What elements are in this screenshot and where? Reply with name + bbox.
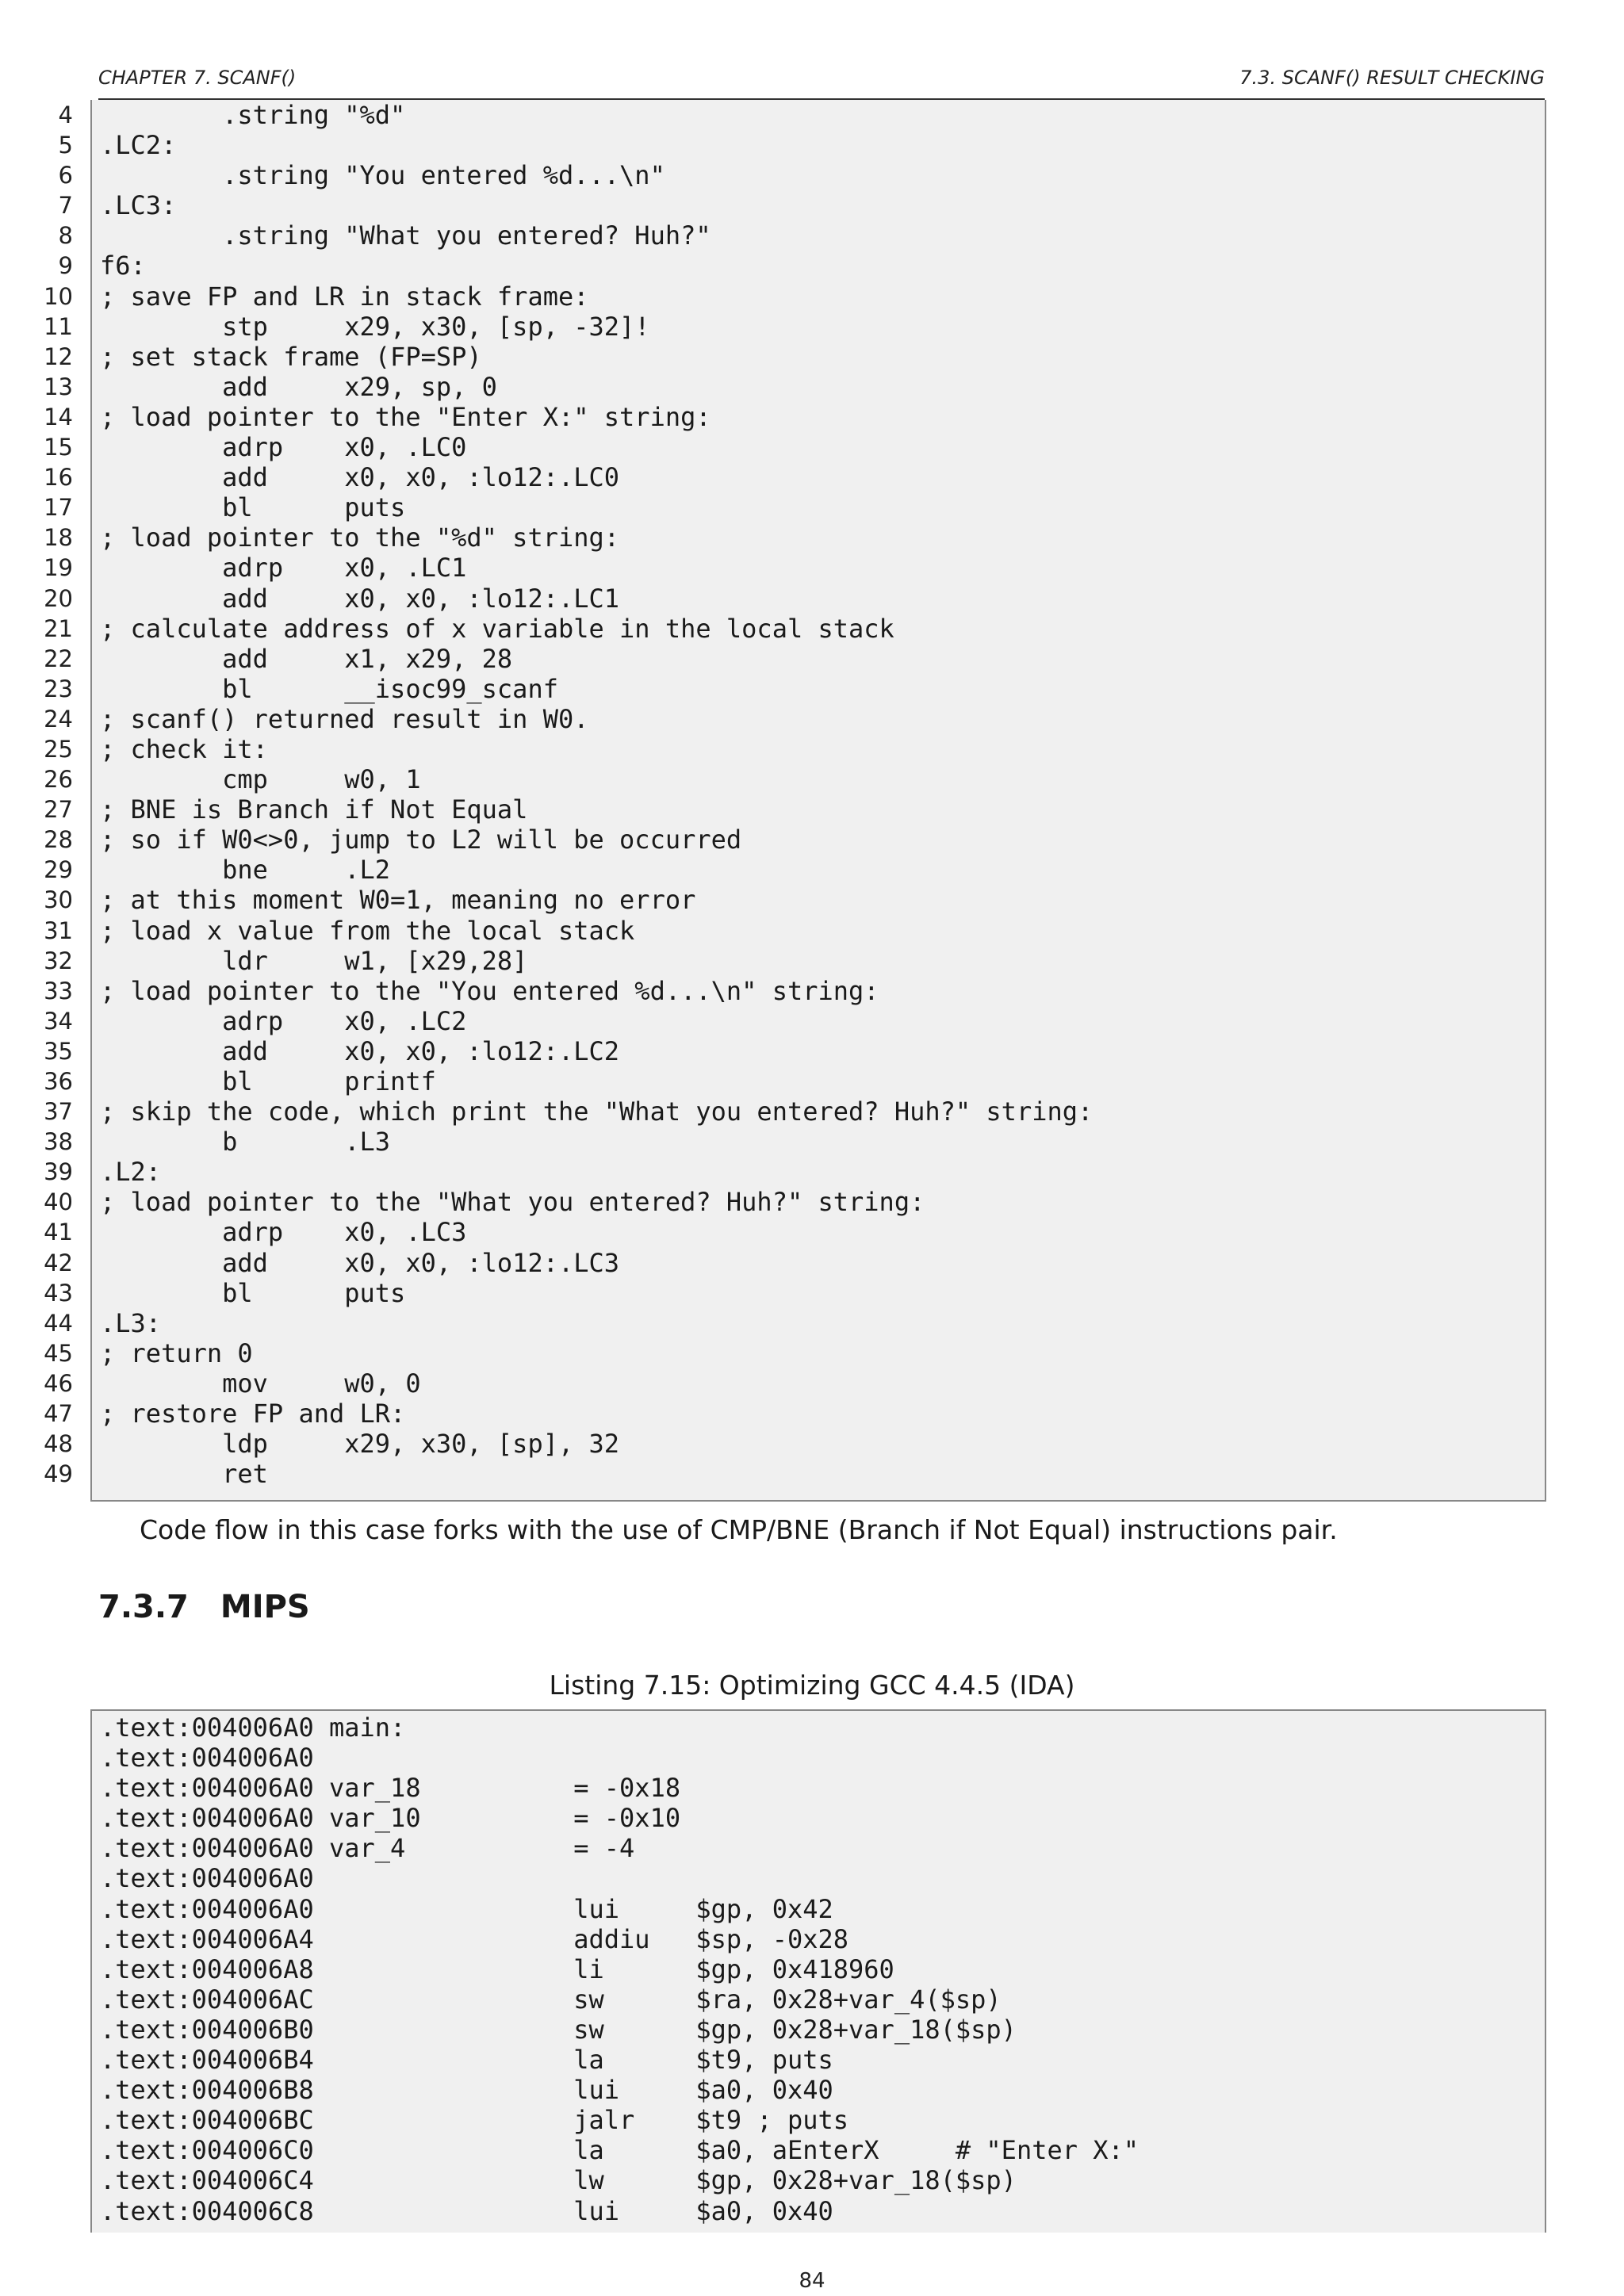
line-number: 18 — [44, 524, 73, 552]
code-line: f6: — [100, 251, 146, 281]
code-line: bne .L2 — [100, 855, 391, 886]
code-line: .text:004006A0 — [100, 1863, 314, 1894]
line-number: 24 — [44, 705, 73, 733]
code-line: ; load pointer to the "You entered %d...\n" string: — [100, 975, 879, 1006]
code-line: adrp x0, .LC2 — [100, 1005, 467, 1036]
line-number: 40 — [44, 1188, 73, 1216]
line-number: 39 — [44, 1158, 73, 1186]
line-number: 16 — [44, 464, 73, 492]
line-number: 26 — [44, 766, 73, 794]
line-number: 32 — [44, 947, 73, 974]
line-number: 23 — [44, 675, 73, 702]
header-chapter: CHAPTER 7. SCANF() — [98, 67, 297, 89]
code-line: .text:004006B4 la $t9, puts — [100, 2045, 833, 2076]
line-number: 48 — [44, 1430, 73, 1458]
code-line: cmp w0, 1 — [100, 764, 421, 795]
code-line: .string "What you entered? Huh?" — [100, 220, 711, 251]
line-number: 19 — [44, 554, 73, 582]
code-line: .text:004006AC sw $ra, 0x28+var_4($sp) — [100, 1984, 1002, 2015]
line-number: 7 — [58, 192, 73, 220]
code-line: add x0, x0, :lo12:.LC3 — [100, 1247, 620, 1278]
section-number: 7.3.7 — [98, 1589, 189, 1625]
code-line: ldr w1, [x29,28] — [100, 945, 528, 976]
code-line: add x0, x0, :lo12:.LC1 — [100, 583, 620, 614]
line-number: 21 — [44, 614, 73, 642]
line-number: 5 — [58, 132, 73, 159]
code-line: adrp x0, .LC0 — [100, 432, 467, 463]
line-number: 12 — [44, 342, 73, 370]
line-number: 20 — [44, 584, 73, 612]
line-number: 36 — [44, 1068, 73, 1095]
line-number: 9 — [58, 252, 73, 280]
listing1-line-numbers — [24, 100, 73, 1489]
code-line: add x0, x0, :lo12:.LC2 — [100, 1035, 620, 1066]
code-line: bl puts — [100, 492, 406, 523]
code-line: stp x29, x30, [sp, -32]! — [100, 311, 650, 342]
code-line: .string "%d" — [100, 100, 406, 130]
code-line: .text:004006A4 addiu $sp, -0x28 — [100, 1923, 849, 1954]
code-line: add x0, x0, :lo12:.LC0 — [100, 462, 620, 493]
code-line: .text:004006C0 la $a0, aEnterX # "Enter X:" — [100, 2135, 1139, 2166]
line-number: 15 — [44, 434, 73, 461]
code-listing-mips — [90, 1709, 1546, 2233]
code-line: ; load pointer to the "Enter X:" string: — [100, 401, 711, 432]
code-line: bl puts — [100, 1277, 406, 1308]
code-line: .text:004006C4 lw $gp, 0x28+var_18($sp) — [100, 2165, 1017, 2196]
line-number: 28 — [44, 826, 73, 854]
code-line: .text:004006B8 lui $a0, 0x40 — [100, 2075, 833, 2106]
line-number: 31 — [44, 916, 73, 944]
code-line: mov w0, 0 — [100, 1368, 421, 1399]
line-number: 43 — [44, 1279, 73, 1307]
code-line: ; restore FP and LR: — [100, 1399, 406, 1429]
line-number: 30 — [44, 886, 73, 914]
header-section: 7.3. SCANF() RESULT CHECKING — [1239, 67, 1545, 89]
line-number: 13 — [44, 373, 73, 400]
code-line: .string "You entered %d...\n" — [100, 160, 665, 191]
code-line: ; BNE is Branch if Not Equal — [100, 794, 528, 825]
line-number: 8 — [58, 222, 73, 250]
code-line: ; at this moment W0=1, meaning no error — [100, 885, 696, 916]
code-line: ; load pointer to the "%d" string: — [100, 522, 620, 553]
code-line: .text:004006A0 lui $gp, 0x42 — [100, 1893, 833, 1924]
code-line: .text:004006A0 — [100, 1743, 314, 1774]
code-line: ; set stack frame (FP=SP) — [100, 341, 482, 372]
code-line: b .L3 — [100, 1127, 391, 1158]
line-number: 41 — [44, 1219, 73, 1246]
code-line: ; calculate address of x variable in the local stack — [100, 613, 894, 644]
code-line: ; check it: — [100, 733, 268, 764]
code-line: adrp x0, .LC3 — [100, 1217, 467, 1248]
code-line: .LC3: — [100, 190, 177, 221]
line-number: 34 — [44, 1007, 73, 1035]
code-line: add x29, sp, 0 — [100, 371, 497, 402]
line-number: 4 — [58, 101, 73, 128]
line-number: 37 — [44, 1098, 73, 1126]
code-line: ldp x29, x30, [sp], 32 — [100, 1429, 620, 1460]
line-number: 27 — [44, 796, 73, 824]
code-line: adrp x0, .LC1 — [100, 553, 467, 584]
page-number: 84 — [799, 2269, 825, 2293]
line-number: 35 — [44, 1037, 73, 1065]
line-number: 38 — [44, 1128, 73, 1156]
body-paragraph: Code flow in this case forks with the use of CMP/BNE (Branch if Not Equal) instructions pair. — [140, 1514, 1338, 1545]
line-number: 33 — [44, 977, 73, 1004]
line-number: 22 — [44, 645, 73, 672]
code-line: ; save FP and LR in stack frame: — [100, 281, 589, 312]
code-line: bl __isoc99_scanf — [100, 673, 558, 704]
code-line: .text:004006A0 main: — [100, 1712, 406, 1743]
code-line: .text:004006BC jalr $t9 ; puts — [100, 2105, 849, 2136]
line-number: 45 — [44, 1339, 73, 1367]
section-heading — [98, 1589, 310, 1625]
code-line: ; so if W0<>0, jump to L2 will be occurred — [100, 825, 742, 855]
code-line: .text:004006A0 var_18 = -0x18 — [100, 1773, 681, 1804]
line-number: 11 — [44, 312, 73, 340]
code-listing-arm64 — [90, 100, 1546, 1502]
code-line: ret — [100, 1459, 268, 1490]
code-line: .LC2: — [100, 130, 177, 161]
code-line: .L3: — [100, 1307, 162, 1338]
line-number: 25 — [44, 735, 73, 763]
line-number: 6 — [58, 162, 73, 189]
listing-caption: Listing 7.15: Optimizing GCC 4.4.5 (IDA) — [549, 1670, 1075, 1701]
line-number: 42 — [44, 1249, 73, 1276]
line-number: 44 — [44, 1309, 73, 1337]
code-line: .text:004006A0 var_4 = -4 — [100, 1833, 635, 1864]
section-title: MIPS — [220, 1589, 310, 1625]
code-line: .L2: — [100, 1157, 162, 1188]
line-number: 49 — [44, 1460, 73, 1488]
line-number: 47 — [44, 1400, 73, 1428]
code-line: .text:004006A0 var_10 = -0x10 — [100, 1803, 681, 1834]
code-line: add x1, x29, 28 — [100, 643, 513, 674]
code-line: ; skip the code, which print the "What you entered? Huh?" string: — [100, 1096, 1094, 1127]
code-line: .text:004006B0 sw $gp, 0x28+var_18($sp) — [100, 2014, 1017, 2045]
code-line: .text:004006C8 lui $a0, 0x40 — [100, 2195, 833, 2226]
code-line: ; load x value from the local stack — [100, 915, 635, 946]
listing2-code — [100, 1712, 1545, 2226]
code-line: ; load pointer to the "What you entered? Huh?" string: — [100, 1187, 925, 1218]
code-line: bl printf — [100, 1066, 436, 1096]
line-number: 46 — [44, 1369, 73, 1397]
running-header — [98, 67, 1545, 89]
code-line: .text:004006A8 li $gp, 0x418960 — [100, 1954, 894, 1984]
line-number: 17 — [44, 494, 73, 522]
code-line: ; scanf() returned result in W0. — [100, 703, 589, 734]
line-number: 29 — [44, 856, 73, 884]
code-line: ; return 0 — [100, 1337, 253, 1368]
line-number: 10 — [44, 282, 73, 310]
line-number: 14 — [44, 403, 73, 430]
listing1-code — [100, 100, 1545, 1489]
